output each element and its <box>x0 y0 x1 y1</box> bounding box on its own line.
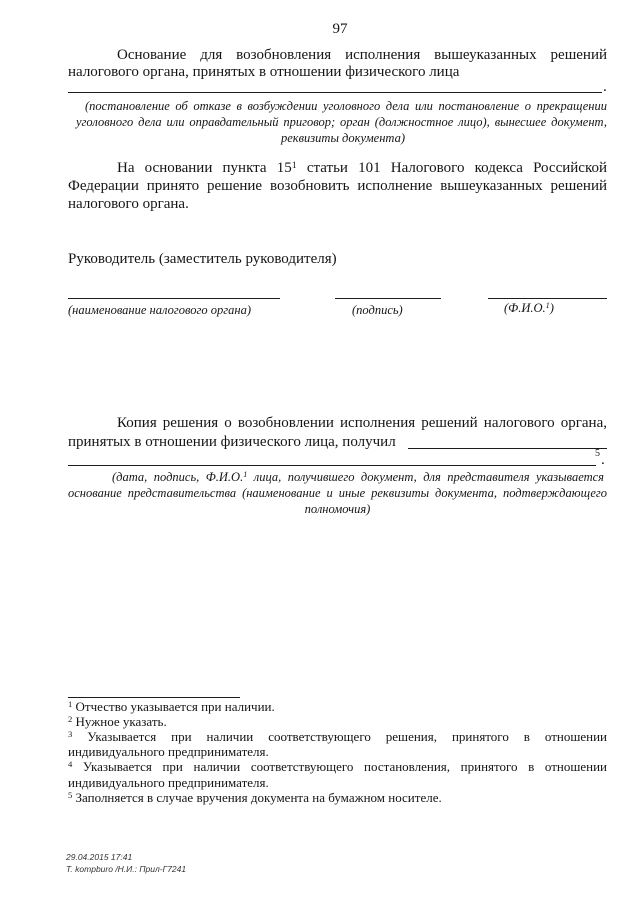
footnote-text: Нужное указать. <box>75 714 167 729</box>
footnote-1 <box>68 699 607 714</box>
signature-caption: (подпись) <box>352 303 403 317</box>
signatory-title: Руководитель (заместитель руководителя) <box>68 251 337 267</box>
footnote-5 <box>68 790 607 805</box>
receipt-line-2: принятых в отношении физического лица, получил <box>68 434 396 450</box>
basis-fill-line <box>68 92 602 93</box>
footnote-ref: 1 <box>291 159 297 171</box>
footnote-separator <box>68 697 240 698</box>
basis-caption-line-3: реквизиты документа) <box>280 131 406 145</box>
decision-line-1 <box>117 159 607 177</box>
full-name-caption-text: ) <box>549 301 554 315</box>
footnote-mark: 1 <box>68 699 73 710</box>
authority-name-line <box>68 298 280 299</box>
recipient-fill-line <box>408 448 607 449</box>
receipt-caption-text: лица, получившего документ, для представителя указывается <box>247 470 604 484</box>
full-name-caption-text: (Ф.И.О. <box>504 301 546 315</box>
footnote-ref: 5 <box>595 448 600 459</box>
receipt-caption-text: (дата, подпись, Ф.И.О. <box>112 470 244 484</box>
recipient-fill-line-2 <box>68 465 596 466</box>
print-file-ref: Т. kompburo /Н.И.: Прил-Г7241 <box>66 864 187 874</box>
footnote-ref: 1 <box>545 301 550 311</box>
decision-line-2: Федерации принято решение возобновить исполнение вышеуказанных решений <box>68 178 607 194</box>
footnote-3 <box>68 729 607 744</box>
footnote-3-continuation: индивидуального предпринимателя. <box>68 744 269 759</box>
authority-name-caption: (наименование налогового органа) <box>68 303 251 317</box>
print-datetime: 29.04.2015 17:41 <box>66 852 133 862</box>
footnote-mark: 5 <box>68 790 73 801</box>
basis-caption-line-1: (постановление об отказе в возбуждении уголовного дела или постановление о прекращении <box>85 99 607 113</box>
full-name-caption <box>504 300 554 316</box>
decision-line-3: налогового органа. <box>68 196 189 212</box>
receipt-end-mark: . <box>601 452 605 468</box>
receipt-caption-line-2: основание представительства (наименование и иные реквизиты документа, подтверждающего <box>68 486 607 500</box>
footnote-text: Указывается при наличии соответствующего постановления, принятого в отношении <box>82 759 608 774</box>
footnote-mark: 2 <box>68 714 73 725</box>
basis-line-2: налогового органа, принятых в отношении физического лица <box>68 64 460 80</box>
basis-line-1: Основание для возобновления исполнения вышеуказанных решений <box>117 47 607 63</box>
footnote-4 <box>68 759 607 774</box>
receipt-caption-line-3: полномочия) <box>304 502 371 516</box>
basis-end-mark: . <box>603 79 607 95</box>
footnote-text: Указывается при наличии соответствующего решения, принятого в отношении <box>87 729 608 744</box>
footnote-mark: 3 <box>68 729 73 740</box>
basis-caption-line-2: уголовного дела или оправдательный приговор; орган (должностное лицо), вынесшее документ, <box>76 115 607 129</box>
footnote-text: Заполняется в случае вручения документа на бумажном носителе. <box>75 790 442 805</box>
footnote-text: Отчество указывается при наличии. <box>75 699 275 714</box>
receipt-line-1: Копия решения о возобновлении исполнения решений налогового органа, <box>117 415 607 431</box>
footnote-mark: 4 <box>68 759 73 770</box>
decision-text: На основании пункта 15 <box>117 160 292 176</box>
decision-text: статьи 101 Налогового кодекса Российской <box>296 160 608 176</box>
receipt-caption-line-1 <box>112 469 604 485</box>
footnote-ref: 1 <box>243 470 248 480</box>
footnote-2 <box>68 714 607 729</box>
footnote-4-continuation: индивидуального предпринимателя. <box>68 775 269 790</box>
full-name-line <box>488 298 607 299</box>
signature-line <box>335 298 441 299</box>
page-number: 97 <box>332 21 348 37</box>
